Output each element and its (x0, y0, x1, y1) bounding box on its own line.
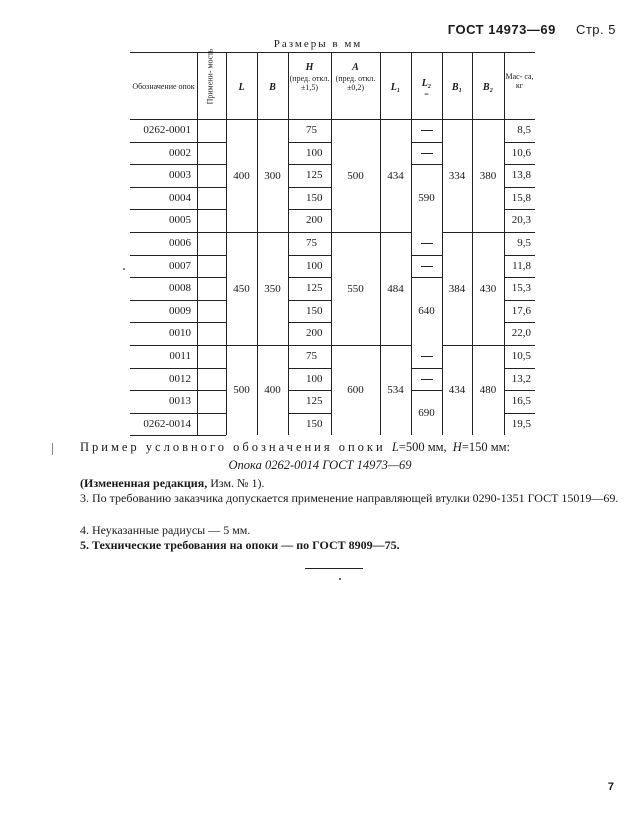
cell-H: 75 (306, 237, 317, 249)
row-rule (288, 277, 331, 278)
row-rule (504, 277, 535, 278)
row-rule (504, 187, 535, 188)
cell-H: 75 (306, 350, 317, 362)
example-L-symbol: L (391, 440, 399, 454)
row-rule (504, 345, 535, 346)
cell-code: 0008 (169, 282, 191, 295)
row-rule (504, 164, 535, 165)
row-rule (288, 164, 331, 165)
row-rule (288, 232, 331, 233)
row-rule (130, 368, 226, 369)
cell-B: 400 (264, 384, 281, 397)
cell-code: 0262-0014 (143, 417, 191, 430)
table-caption: Размеры в мм (273, 38, 363, 50)
header-L2-symbol: L₂ (421, 78, 432, 89)
cell-mass: 10,5 (511, 350, 531, 362)
cell-L2-dash (421, 130, 433, 131)
cell-L2: 690 (418, 406, 435, 419)
table-bottom-rule (130, 435, 226, 436)
header-L2 (411, 78, 442, 99)
cell-H: 100 (306, 146, 323, 159)
revision-bold: (Измененная редакция, (80, 476, 208, 490)
column-divider (226, 52, 227, 435)
cell-L: 450 (233, 282, 250, 295)
row-rule (411, 368, 442, 369)
row-rule (411, 255, 442, 256)
group-rule (226, 345, 288, 346)
example-L-value: =500 мм, (398, 440, 447, 454)
page-number: 7 (607, 781, 614, 793)
example-H-symbol: H (452, 440, 462, 454)
cell-B2: 480 (479, 384, 497, 397)
row-rule (130, 300, 226, 301)
header-A-note: (пред. откл. ±0,2) (335, 73, 376, 92)
cell-L1: 484 (387, 282, 404, 295)
row-rule (504, 232, 535, 233)
header-A (331, 62, 380, 92)
cell-L: 500 (233, 384, 250, 397)
row-rule (504, 322, 535, 323)
cell-B2: 380 (479, 169, 497, 182)
cell-code: 0010 (169, 327, 191, 340)
header-L2-note: = (424, 89, 429, 99)
row-rule (504, 255, 535, 256)
cell-B: 350 (264, 282, 281, 295)
cell-mass: 20,3 (511, 214, 531, 227)
cell-L2: 590 (418, 192, 435, 205)
cell-L1: 534 (387, 384, 404, 397)
group-rule (442, 232, 504, 233)
cell-B: 300 (264, 169, 281, 182)
row-rule (288, 209, 331, 210)
cell-mass: 8,5 (517, 124, 531, 136)
cell-mass: 9,5 (517, 237, 531, 249)
row-rule (130, 187, 226, 188)
end-dot (339, 578, 341, 580)
row-rule (411, 390, 442, 391)
cell-B1: 334 (448, 169, 466, 182)
cell-L2-dash (421, 153, 433, 154)
example-H-value: =150 мм: (461, 440, 511, 454)
cell-L1: 434 (387, 169, 404, 182)
row-rule (130, 322, 226, 323)
cell-B1: 434 (448, 384, 466, 397)
example-label: Пример условного обозначения опоки (80, 440, 386, 454)
header-H-symbol: H (305, 62, 314, 73)
column-divider (257, 52, 258, 435)
row-rule (130, 232, 226, 233)
cell-A: 500 (347, 169, 364, 182)
cell-code: 0003 (169, 169, 191, 182)
cell-mass: 15,3 (511, 282, 531, 295)
column-divider (411, 52, 412, 435)
cell-code: 0012 (169, 372, 191, 385)
cell-mass: 15,8 (511, 191, 531, 204)
cell-H: 100 (306, 259, 323, 272)
end-rule (305, 568, 363, 569)
row-rule (504, 300, 535, 301)
note-3: 3. По требованию заказчика допускается применение направляющей втулки 0290-1351 ГОСТ 15019—69. (80, 491, 619, 505)
cell-B2: 430 (479, 282, 497, 295)
header-B1: B₁ (451, 82, 463, 93)
column-divider (472, 52, 473, 435)
cell-H: 200 (306, 214, 323, 227)
cell-code: 0262-0001 (143, 124, 191, 136)
cell-L2: 640 (418, 305, 435, 318)
note-4: 4. Неуказанные радиусы — 5 мм. (80, 523, 251, 537)
cell-H: 125 (306, 395, 323, 408)
row-rule (130, 345, 226, 346)
row-rule (288, 345, 331, 346)
row-rule (288, 187, 331, 188)
row-rule (504, 413, 535, 414)
revision-rest: Изм. № 1). (210, 476, 265, 490)
row-rule (130, 142, 226, 143)
header-H (288, 62, 331, 92)
header-L: L (238, 82, 245, 93)
cell-code: 0013 (169, 395, 191, 408)
cell-mass: 16,5 (511, 395, 531, 408)
group-rule (331, 232, 411, 233)
cell-L2-dash (421, 243, 433, 244)
cell-H: 100 (306, 372, 323, 385)
header-B2: B₂ (482, 82, 494, 93)
cell-code: 0002 (169, 146, 191, 159)
cell-mass: 13,8 (511, 169, 531, 182)
header-applicability: Примени- мость (205, 48, 215, 105)
header-B: B (269, 82, 276, 93)
dimensions-table (130, 48, 535, 435)
page-header (448, 22, 616, 37)
cell-code: 0004 (169, 191, 191, 204)
row-rule (288, 255, 331, 256)
note-5: 5. Технические требования на опоки — по ГОСТ 8909—75. (80, 538, 400, 552)
cell-H: 200 (306, 327, 323, 340)
cell-mass: 11,8 (512, 259, 531, 272)
column-divider (288, 52, 289, 435)
row-rule (288, 300, 331, 301)
cell-mass: 17,6 (511, 304, 531, 317)
table-top-rule (130, 52, 535, 53)
cell-H: 75 (306, 124, 317, 136)
revision-note (80, 476, 636, 491)
row-rule (504, 390, 535, 391)
column-divider (197, 52, 198, 435)
group-rule (331, 345, 411, 346)
cell-L2-dash (421, 356, 433, 357)
row-rule (504, 368, 535, 369)
row-rule (288, 322, 331, 323)
cell-H: 150 (306, 191, 323, 204)
cell-code: 0011 (169, 350, 191, 362)
row-rule (130, 277, 226, 278)
row-rule (130, 164, 226, 165)
group-rule (442, 345, 504, 346)
header-H-note: (пред. откл. ±1,5) (289, 73, 330, 92)
column-divider (331, 52, 332, 435)
column-divider (504, 52, 505, 435)
cell-H: 150 (306, 304, 323, 317)
page-label: Стр. 5 (575, 22, 616, 37)
row-rule (504, 209, 535, 210)
row-rule (130, 255, 226, 256)
standard-number: ГОСТ 14973—69 (447, 22, 556, 37)
cell-mass: 10,6 (511, 146, 531, 159)
cell-code: 0009 (169, 304, 191, 317)
row-rule (411, 277, 442, 278)
cell-B1: 384 (448, 282, 466, 295)
row-rule (288, 390, 331, 391)
row-rule (504, 142, 535, 143)
column-divider (380, 52, 381, 435)
cell-A: 600 (347, 384, 364, 397)
cell-H: 125 (306, 169, 323, 182)
row-rule (411, 142, 442, 143)
cell-H: 125 (306, 282, 323, 295)
example-designation: Опока 0262-0014 ГОСТ 14973—69 (228, 458, 412, 472)
margin-mark (52, 443, 53, 455)
cell-code: 0006 (169, 237, 191, 249)
column-divider (442, 52, 443, 435)
row-rule (288, 413, 331, 414)
header-A-symbol: A (352, 62, 359, 73)
cell-A: 550 (347, 282, 364, 295)
row-rule (130, 390, 226, 391)
cell-code: 0005 (169, 214, 191, 227)
header-L1: L₁ (390, 82, 401, 93)
row-rule (288, 142, 331, 143)
row-rule (288, 368, 331, 369)
example-line (80, 440, 636, 456)
header-mass: Мас- са, кг (505, 72, 534, 91)
cell-L: 400 (233, 169, 250, 182)
table-header-rule (130, 119, 535, 120)
cell-L2-dash (421, 379, 433, 380)
row-rule (411, 164, 442, 165)
group-rule (226, 232, 288, 233)
cell-mass: 22,0 (511, 327, 531, 340)
cell-code: 0007 (169, 259, 191, 272)
row-rule (130, 209, 226, 210)
cell-H: 150 (306, 417, 323, 430)
row-rule (130, 413, 226, 414)
margin-dot (123, 268, 125, 270)
header-designation: Обозначение опок (132, 82, 195, 91)
cell-L2-dash (421, 266, 433, 267)
cell-mass: 13,2 (511, 372, 531, 385)
cell-mass: 19,5 (511, 417, 531, 430)
